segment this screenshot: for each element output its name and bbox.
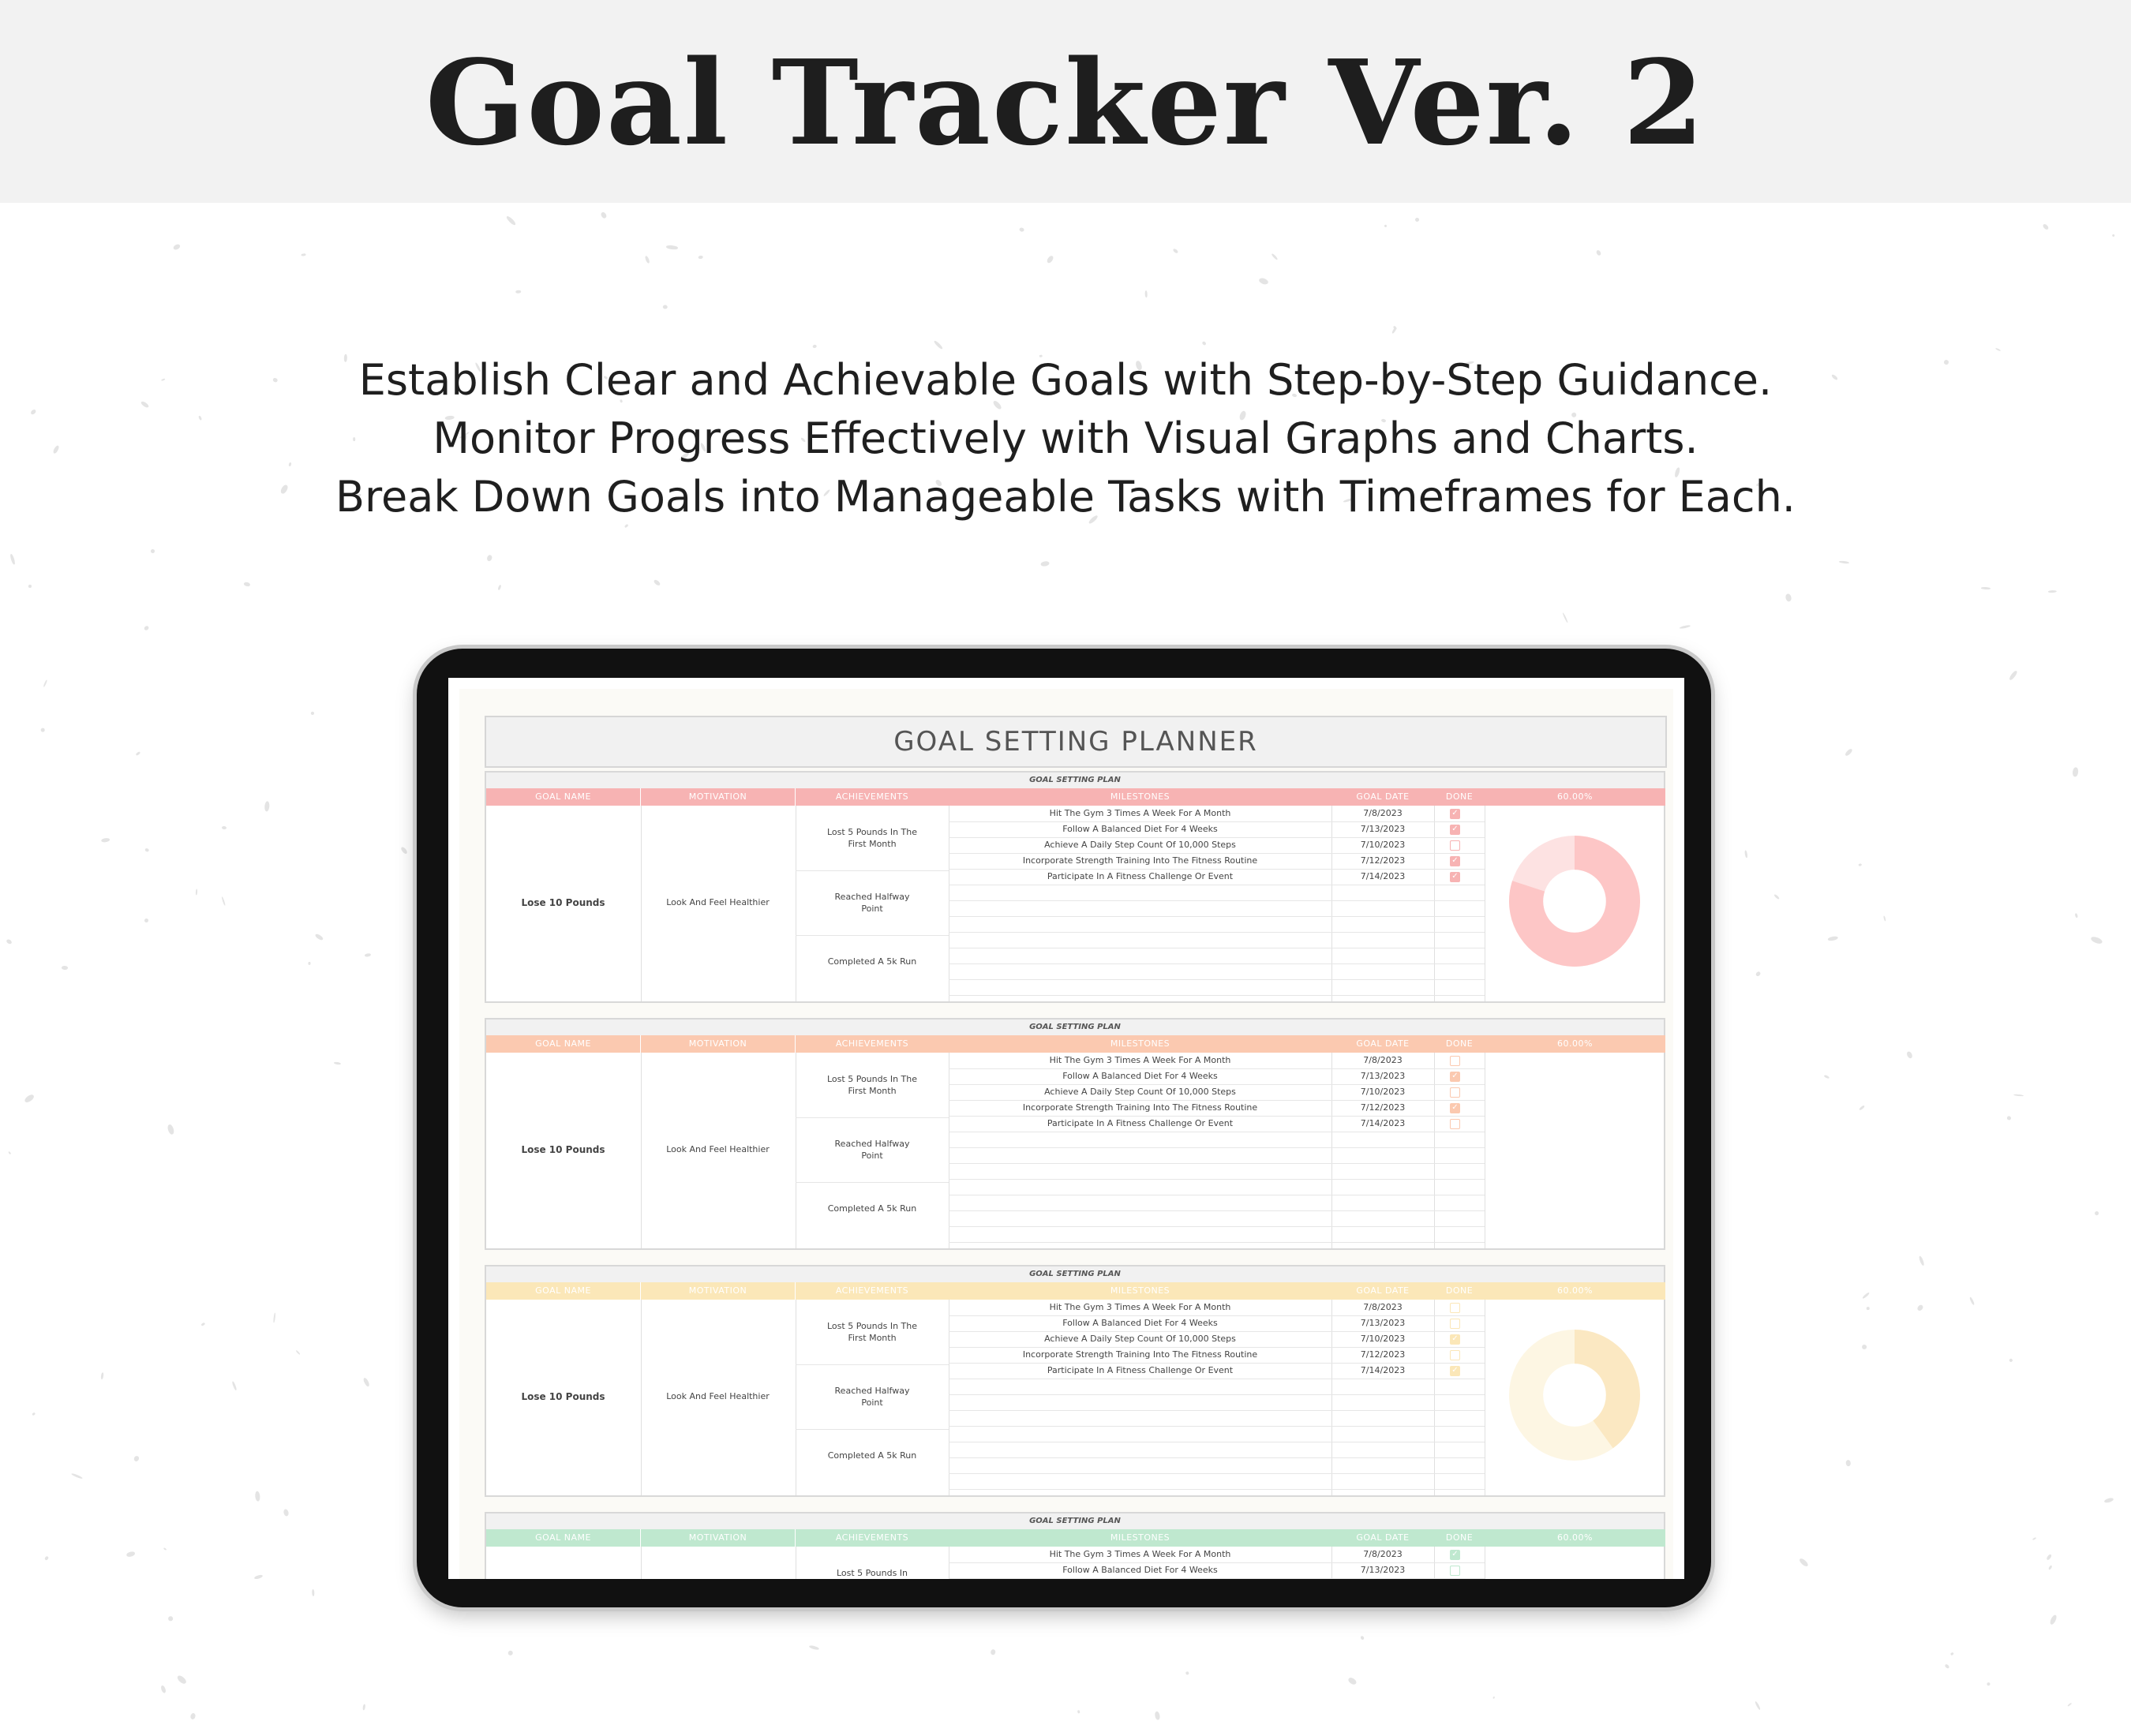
speckle bbox=[812, 345, 816, 349]
speckle bbox=[28, 585, 32, 588]
milestone-name: Follow A Balanced Diet For 4 Weeks bbox=[1062, 824, 1218, 834]
milestone-row bbox=[949, 1363, 1462, 1379]
speckle bbox=[2091, 935, 2103, 944]
milestone-row bbox=[949, 821, 1462, 837]
tablet-screen bbox=[448, 678, 1684, 1579]
speckle bbox=[44, 1555, 49, 1560]
achievement-cell: Lost 5 Pounds In The First Month bbox=[827, 1321, 917, 1343]
speckle bbox=[71, 1473, 83, 1480]
milestone-name: Follow A Balanced Diet For 4 Weeks bbox=[1062, 1565, 1218, 1575]
tablet-device bbox=[417, 649, 1711, 1607]
speckle bbox=[163, 1547, 167, 1551]
column-header-done: DONE bbox=[1434, 788, 1485, 806]
speckle bbox=[515, 290, 521, 294]
column-header-achievements: ACHIEVEMENTS bbox=[796, 1035, 949, 1053]
column-header-motivation: MOTIVATION bbox=[641, 788, 795, 806]
row-divider bbox=[949, 1457, 1485, 1458]
achievement-cell: Lost 5 Pounds In bbox=[836, 1568, 908, 1578]
column-header-done: DONE bbox=[1434, 1529, 1485, 1547]
speckle bbox=[61, 966, 68, 970]
milestone-date: 7/10/2023 bbox=[1360, 1087, 1406, 1097]
milestone-row bbox=[949, 1116, 1462, 1132]
speckle bbox=[308, 961, 311, 964]
column-header-motivation: MOTIVATION bbox=[641, 1529, 795, 1547]
row-divider bbox=[949, 963, 1485, 964]
milestone-row bbox=[949, 1315, 1462, 1331]
row-divider bbox=[796, 1429, 949, 1430]
milestone-date: 7/10/2023 bbox=[1360, 1334, 1406, 1344]
done-checkbox[interactable] bbox=[1450, 1350, 1460, 1360]
speckle bbox=[6, 938, 13, 945]
speckle bbox=[8, 1150, 11, 1154]
done-checkbox[interactable]: ✓ bbox=[1450, 872, 1460, 882]
milestone-name: Participate In A Fitness Challenge Or Event bbox=[1047, 1118, 1234, 1128]
column-header-milestones: MILESTONES bbox=[949, 788, 1331, 806]
speckle bbox=[189, 1712, 196, 1720]
column-header-done: DONE bbox=[1434, 1035, 1485, 1053]
row-divider bbox=[796, 870, 949, 871]
milestone-row bbox=[949, 1300, 1462, 1315]
progress-donut-chart bbox=[1509, 836, 1640, 967]
block-plan-label: GOAL SETTING PLAN bbox=[486, 1266, 1664, 1282]
row-divider bbox=[949, 1473, 1485, 1474]
milestone-row bbox=[949, 853, 1462, 869]
speckle bbox=[9, 553, 16, 565]
speckle bbox=[1154, 1711, 1160, 1720]
motivation-cell: Look And Feel Healthier bbox=[666, 1391, 770, 1401]
speckle bbox=[144, 918, 149, 922]
speckle bbox=[1755, 971, 1761, 977]
column-header-milestones: MILESTONES bbox=[949, 1282, 1331, 1300]
column-header-milestones: MILESTONES bbox=[949, 1529, 1331, 1547]
progress-donut-chart bbox=[1509, 1330, 1640, 1461]
speckle bbox=[160, 1685, 167, 1693]
speckle bbox=[221, 896, 226, 906]
speckle bbox=[244, 582, 251, 586]
title-banner bbox=[0, 0, 2131, 203]
milestone-name: Incorporate Strength Training Into The Fitness Routine bbox=[1022, 855, 1258, 866]
speckle bbox=[1987, 1682, 1991, 1686]
speckle bbox=[334, 1061, 341, 1064]
row-divider bbox=[949, 1426, 1485, 1427]
speckle bbox=[143, 625, 149, 631]
speckle bbox=[24, 1094, 35, 1104]
speckle bbox=[644, 255, 650, 264]
goal-block bbox=[485, 771, 1665, 1003]
done-checkbox[interactable]: ✓ bbox=[1450, 1550, 1460, 1560]
milestone-row bbox=[949, 1053, 1462, 1068]
milestone-date: 7/12/2023 bbox=[1360, 1349, 1406, 1360]
motivation-cell: Look And Feel Healthier bbox=[666, 897, 770, 907]
speckle bbox=[1384, 224, 1387, 227]
speckle bbox=[2032, 1537, 2036, 1540]
speckle bbox=[144, 847, 149, 852]
goal-block bbox=[485, 1018, 1665, 1250]
speckle bbox=[2094, 1210, 2099, 1216]
done-checkbox[interactable] bbox=[1450, 1303, 1460, 1313]
row-divider bbox=[796, 935, 949, 936]
speckle bbox=[1827, 936, 1838, 941]
milestone-name: Hit The Gym 3 Times A Week For A Month bbox=[1049, 1302, 1231, 1312]
speckle bbox=[1862, 1291, 1870, 1298]
milestone-row bbox=[949, 806, 1462, 821]
speckle bbox=[1360, 1635, 1365, 1640]
speckle bbox=[1839, 561, 1849, 564]
speckle bbox=[43, 679, 47, 687]
motivation-cell: Look And Feel Healthier bbox=[666, 1144, 770, 1154]
block-plan-label: GOAL SETTING PLAN bbox=[486, 1513, 1664, 1529]
block-plan-label: GOAL SETTING PLAN bbox=[486, 773, 1664, 788]
row-divider bbox=[949, 1147, 1485, 1148]
speckle bbox=[1347, 1677, 1358, 1686]
planner-title: GOAL SETTING PLANNER bbox=[485, 716, 1667, 768]
milestone-row bbox=[949, 1084, 1462, 1100]
speckle bbox=[32, 1412, 36, 1416]
achievement-cell: Completed A 5k Run bbox=[827, 1203, 917, 1214]
tagline-line-3: Break Down Goals into Manageable Tasks with Timeframes for Each. bbox=[335, 472, 1796, 522]
milestone-row bbox=[949, 1547, 1462, 1562]
speckle bbox=[1918, 1255, 1925, 1266]
milestone-name: Hit The Gym 3 Times A Week For A Month bbox=[1049, 808, 1231, 818]
milestone-name: Achieve A Daily Step Count Of 10,000 Steps bbox=[1044, 1334, 1236, 1344]
milestone-date: 7/13/2023 bbox=[1360, 1318, 1406, 1328]
speckle bbox=[2075, 913, 2079, 919]
row-divider bbox=[949, 1163, 1485, 1164]
row-divider bbox=[796, 1117, 949, 1118]
speckle bbox=[1492, 1696, 1496, 1699]
achievement-cell: Reached Halfway Point bbox=[834, 892, 910, 914]
done-checkbox[interactable] bbox=[1450, 1319, 1460, 1329]
row-divider bbox=[949, 932, 1485, 933]
speckle bbox=[264, 801, 270, 811]
milestone-date: 7/12/2023 bbox=[1360, 855, 1406, 866]
block-plan-label: GOAL SETTING PLAN bbox=[486, 1020, 1664, 1035]
speckle bbox=[653, 579, 661, 587]
speckle bbox=[1799, 1557, 1809, 1567]
speckle bbox=[2048, 590, 2057, 593]
column-header-goal-date: GOAL DATE bbox=[1331, 788, 1434, 806]
speckle bbox=[2046, 1554, 2052, 1561]
speckle bbox=[311, 711, 315, 715]
speckle bbox=[135, 750, 140, 755]
milestone-row bbox=[949, 1331, 1462, 1347]
milestone-date: 7/14/2023 bbox=[1360, 1365, 1406, 1375]
milestone-row bbox=[949, 1347, 1462, 1363]
speckle bbox=[663, 305, 669, 309]
speckle bbox=[176, 1674, 187, 1684]
speckle bbox=[1824, 1075, 1830, 1079]
goal-block bbox=[485, 1265, 1665, 1497]
speckle bbox=[2048, 1566, 2052, 1570]
achievement-cell: Lost 5 Pounds In The First Month bbox=[827, 1074, 917, 1096]
speckle bbox=[2013, 1094, 2024, 1096]
speckle bbox=[126, 1551, 136, 1558]
speckle bbox=[1562, 612, 1568, 623]
speckle bbox=[301, 253, 306, 256]
speckle bbox=[2049, 1614, 2058, 1625]
speckle bbox=[255, 1491, 260, 1501]
speckle bbox=[666, 245, 678, 250]
speckle bbox=[1883, 915, 1886, 922]
speckle bbox=[400, 846, 408, 855]
column-header-percent: 60.00% bbox=[1485, 1282, 1665, 1300]
done-checkbox[interactable]: ✓ bbox=[1450, 856, 1460, 866]
speckle bbox=[362, 1377, 370, 1387]
speckle bbox=[315, 933, 324, 941]
speckle bbox=[1047, 256, 1054, 264]
speckle bbox=[1859, 864, 1862, 866]
milestone-date: 7/8/2023 bbox=[1363, 1302, 1403, 1312]
row-divider bbox=[949, 1489, 1485, 1490]
column-header-goal-name: GOAL NAME bbox=[486, 1282, 640, 1300]
speckle bbox=[364, 953, 371, 958]
milestone-name: Achieve A Daily Step Count Of 10,000 Steps bbox=[1044, 840, 1236, 850]
done-checkbox[interactable]: ✓ bbox=[1450, 1072, 1460, 1082]
column-divider bbox=[641, 1547, 642, 1579]
speckle bbox=[600, 211, 607, 219]
done-checkbox[interactable]: ✓ bbox=[1450, 809, 1460, 819]
speckle bbox=[1969, 1296, 1976, 1305]
speckle bbox=[2009, 670, 2018, 681]
speckle bbox=[1202, 341, 1208, 346]
speckle bbox=[1077, 1710, 1080, 1714]
speckle bbox=[1019, 227, 1024, 233]
column-header-goal-date: GOAL DATE bbox=[1331, 1282, 1434, 1300]
row-divider bbox=[949, 1410, 1485, 1411]
column-header-percent: 60.00% bbox=[1485, 1529, 1665, 1547]
speckle bbox=[486, 554, 493, 562]
tagline-line-2: Monitor Progress Effectively with Visual Graphs and Charts. bbox=[433, 413, 1698, 463]
speckle bbox=[1944, 1663, 1949, 1669]
milestone-name: Incorporate Strength Training Into The Fitness Routine bbox=[1022, 1102, 1258, 1113]
column-header-goal-date: GOAL DATE bbox=[1331, 1035, 1434, 1053]
speckle bbox=[100, 1372, 103, 1379]
row-divider bbox=[949, 900, 1485, 901]
speckle bbox=[1859, 1105, 1865, 1111]
done-checkbox[interactable]: ✓ bbox=[1450, 1366, 1460, 1376]
speckle bbox=[254, 1574, 264, 1580]
speckle bbox=[201, 1323, 206, 1326]
speckle bbox=[1785, 593, 1792, 602]
row-divider bbox=[949, 995, 1485, 996]
row-divider bbox=[949, 1226, 1485, 1227]
speckle bbox=[151, 549, 155, 553]
milestone-row bbox=[949, 1100, 1462, 1116]
row-divider bbox=[796, 1182, 949, 1183]
milestone-row bbox=[949, 1562, 1462, 1578]
milestone-date: 7/14/2023 bbox=[1360, 871, 1406, 881]
page-title: Goal Tracker Ver. 2 bbox=[425, 34, 1706, 171]
speckle bbox=[497, 585, 502, 591]
column-header-goal-name: GOAL NAME bbox=[486, 1529, 640, 1547]
speckle bbox=[100, 837, 110, 843]
row-divider bbox=[796, 1364, 949, 1365]
speckle bbox=[232, 1381, 238, 1390]
row-divider bbox=[949, 1210, 1485, 1211]
speckle bbox=[1185, 1671, 1189, 1675]
speckle bbox=[808, 1645, 818, 1651]
speckle bbox=[2043, 223, 2050, 230]
milestone-name: Incorporate Strength Training Into The Fitness Routine bbox=[1022, 1349, 1258, 1360]
column-header-goal-date: GOAL DATE bbox=[1331, 1529, 1434, 1547]
speckle bbox=[1258, 277, 1269, 286]
speckle bbox=[283, 1509, 290, 1517]
achievement-cell: Completed A 5k Run bbox=[827, 956, 917, 967]
column-header-percent: 60.00% bbox=[1485, 788, 1665, 806]
milestone-date: 7/10/2023 bbox=[1360, 840, 1406, 850]
speckle bbox=[2104, 1497, 2114, 1503]
achievement-cell: Reached Halfway Point bbox=[834, 1139, 910, 1161]
speckle bbox=[296, 1350, 301, 1356]
speckle bbox=[1744, 850, 1748, 859]
milestone-row bbox=[949, 837, 1462, 853]
speckle bbox=[1415, 217, 1421, 223]
milestone-date: 7/8/2023 bbox=[1363, 808, 1403, 818]
speckle bbox=[1861, 1343, 1868, 1350]
column-header-motivation: MOTIVATION bbox=[641, 1282, 795, 1300]
row-divider bbox=[949, 1179, 1485, 1180]
speckle bbox=[196, 889, 198, 895]
column-header-achievements: ACHIEVEMENTS bbox=[796, 1282, 949, 1300]
speckle bbox=[2006, 1115, 2012, 1121]
speckle bbox=[167, 1124, 175, 1136]
speckle bbox=[1844, 748, 1853, 757]
tagline-line-1: Establish Clear and Achievable Goals with Step-by-Step Guidance. bbox=[358, 355, 1773, 405]
milestone-name: Participate In A Fitness Challenge Or Event bbox=[1047, 871, 1234, 881]
speckle bbox=[1981, 587, 1991, 589]
column-header-motivation: MOTIVATION bbox=[641, 1035, 795, 1053]
goal-block bbox=[485, 1512, 1665, 1579]
speckle bbox=[934, 340, 943, 350]
milestone-row bbox=[949, 1068, 1462, 1084]
row-divider bbox=[949, 1578, 1485, 1579]
milestone-date: 7/13/2023 bbox=[1360, 1565, 1406, 1575]
done-checkbox[interactable] bbox=[1450, 1056, 1460, 1066]
row-divider bbox=[949, 916, 1485, 917]
speckle bbox=[2009, 1358, 2013, 1362]
milestone-name: Follow A Balanced Diet For 4 Weeks bbox=[1062, 1071, 1218, 1081]
column-header-achievements: ACHIEVEMENTS bbox=[796, 788, 949, 806]
milestone-name: Achieve A Daily Step Count Of 10,000 Steps bbox=[1044, 1087, 1236, 1097]
done-checkbox[interactable] bbox=[1450, 840, 1460, 851]
speckle bbox=[273, 1312, 276, 1323]
column-header-goal-name: GOAL NAME bbox=[486, 788, 640, 806]
milestone-date: 7/8/2023 bbox=[1363, 1549, 1403, 1559]
speckle bbox=[1271, 253, 1279, 260]
done-checkbox[interactable]: ✓ bbox=[1450, 1103, 1460, 1113]
column-header-percent: 60.00% bbox=[1485, 1035, 1665, 1053]
speckle bbox=[1145, 290, 1148, 297]
speckle bbox=[362, 1704, 365, 1712]
speckle bbox=[698, 255, 703, 258]
speckle bbox=[1906, 1051, 1913, 1060]
speckle bbox=[172, 243, 181, 251]
row-divider bbox=[949, 1242, 1485, 1243]
goal-name-cell: Lose 10 Pounds bbox=[521, 1391, 605, 1402]
milestone-name: Follow A Balanced Diet For 4 Weeks bbox=[1062, 1318, 1218, 1328]
milestone-date: 7/12/2023 bbox=[1360, 1102, 1406, 1113]
milestone-date: 7/14/2023 bbox=[1360, 1118, 1406, 1128]
goal-name-cell: Lose 10 Pounds bbox=[521, 1144, 605, 1155]
speckle bbox=[1867, 1307, 1870, 1310]
speckle bbox=[2112, 234, 2115, 238]
achievement-cell: Lost 5 Pounds In The First Month bbox=[827, 827, 917, 849]
speckle bbox=[991, 1649, 996, 1656]
speckle bbox=[505, 215, 516, 226]
speckle bbox=[1773, 894, 1780, 900]
done-checkbox[interactable] bbox=[1450, 1119, 1460, 1129]
done-checkbox[interactable]: ✓ bbox=[1450, 1334, 1460, 1345]
speckle bbox=[1916, 1304, 1924, 1312]
column-header-achievements: ACHIEVEMENTS bbox=[796, 1529, 949, 1547]
achievement-cell: Reached Halfway Point bbox=[834, 1386, 910, 1408]
milestone-row bbox=[949, 869, 1462, 885]
goal-name-cell: Lose 10 Pounds bbox=[521, 897, 605, 908]
row-divider bbox=[949, 979, 1485, 980]
speckle bbox=[222, 826, 227, 829]
speckle bbox=[1173, 249, 1179, 254]
done-checkbox[interactable] bbox=[1450, 1087, 1460, 1098]
column-header-done: DONE bbox=[1434, 1282, 1485, 1300]
column-header-milestones: MILESTONES bbox=[949, 1035, 1331, 1053]
milestone-name: Hit The Gym 3 Times A Week For A Month bbox=[1049, 1549, 1231, 1559]
done-checkbox[interactable] bbox=[1450, 1566, 1460, 1576]
speckle bbox=[2072, 767, 2078, 776]
row-divider bbox=[949, 1394, 1485, 1395]
speckle bbox=[2067, 1702, 2072, 1707]
spreadsheet bbox=[459, 689, 1673, 1579]
milestone-date: 7/8/2023 bbox=[1363, 1055, 1403, 1065]
milestone-name: Hit The Gym 3 Times A Week For A Month bbox=[1049, 1055, 1231, 1065]
speckle bbox=[41, 728, 45, 732]
milestone-name: Participate In A Fitness Challenge Or Event bbox=[1047, 1365, 1234, 1375]
speckle bbox=[1755, 1701, 1761, 1711]
speckle bbox=[508, 1650, 515, 1656]
speckle bbox=[1040, 561, 1049, 567]
speckle bbox=[133, 1455, 139, 1462]
speckle bbox=[1951, 1652, 1955, 1655]
column-header-goal-name: GOAL NAME bbox=[486, 1035, 640, 1053]
speckle bbox=[312, 1589, 315, 1597]
milestone-date: 7/13/2023 bbox=[1360, 1071, 1406, 1081]
done-checkbox[interactable]: ✓ bbox=[1450, 825, 1460, 835]
speckle bbox=[1596, 249, 1602, 256]
milestone-date: 7/13/2023 bbox=[1360, 824, 1406, 834]
speckle bbox=[1680, 624, 1691, 629]
speckle bbox=[168, 1616, 174, 1621]
speckle bbox=[1846, 1460, 1852, 1466]
achievement-cell: Completed A 5k Run bbox=[827, 1450, 917, 1461]
